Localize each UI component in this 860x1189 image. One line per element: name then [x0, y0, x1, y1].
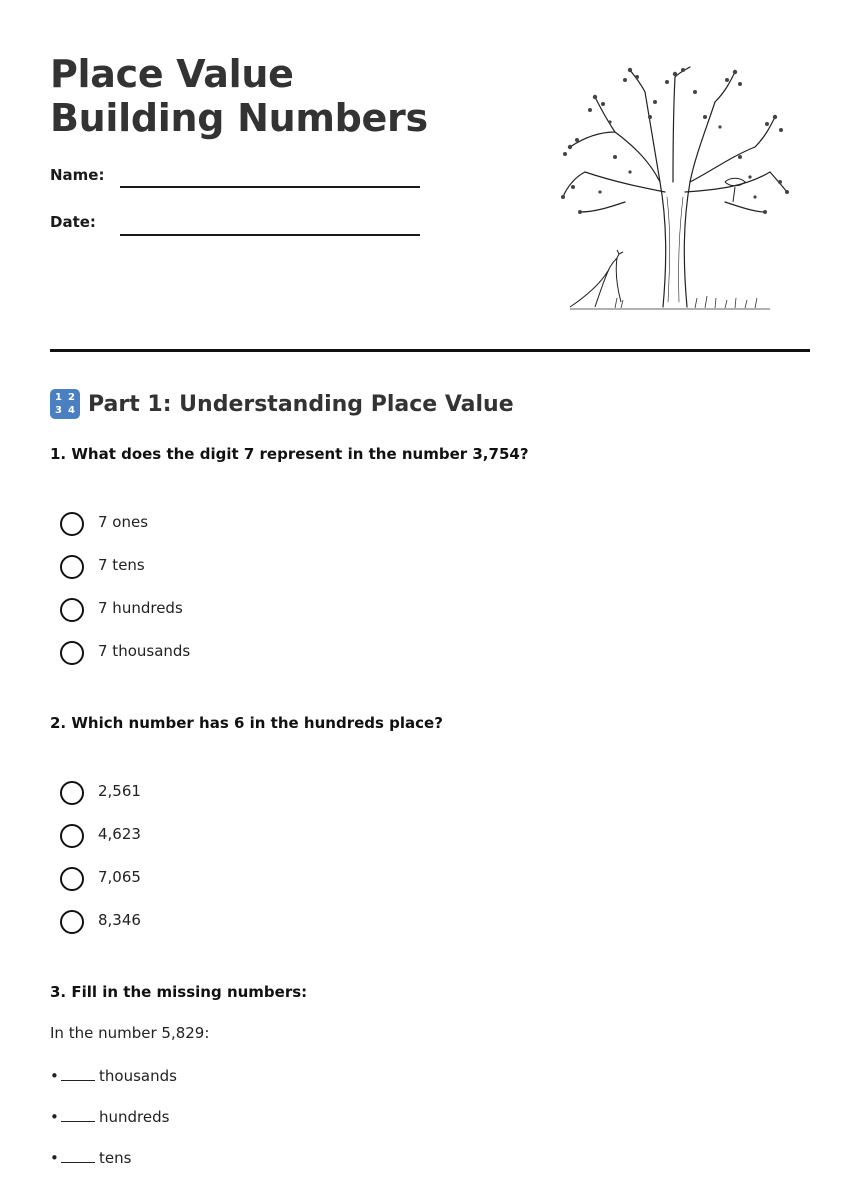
numbers-icon-digit: 1 — [55, 392, 62, 403]
name-line[interactable] — [120, 186, 420, 188]
answer-option-label: 7 tens — [98, 556, 145, 574]
answer-option-label: 4,623 — [98, 825, 141, 843]
radio-circle-icon[interactable] — [60, 641, 84, 665]
answer-option-label: 8,346 — [98, 911, 141, 929]
bullet: • — [50, 1149, 59, 1167]
answer-option[interactable] — [60, 779, 460, 822]
bullet: • — [50, 1108, 59, 1126]
answer-option[interactable] — [60, 822, 460, 865]
fill-in-item[interactable] — [50, 1066, 177, 1107]
answer-option-label: 2,561 — [98, 782, 141, 800]
tree-illustration — [555, 62, 790, 312]
name-label: Name: — [50, 166, 105, 184]
radio-circle-icon[interactable] — [60, 598, 84, 622]
part1-heading — [50, 388, 514, 420]
part1-title: Part 1: Understanding Place Value — [88, 391, 514, 417]
bullet: • — [50, 1067, 59, 1085]
answer-option[interactable] — [60, 908, 460, 951]
radio-circle-icon[interactable] — [60, 867, 84, 891]
fill-in-label: tens — [99, 1149, 132, 1167]
question-2: 2. Which number has 6 in the hundreds place? — [50, 714, 443, 732]
fill-in-label: hundreds — [99, 1108, 170, 1126]
answer-option-label: 7,065 — [98, 868, 141, 886]
question-3-instruction: In the number 5,829: — [50, 1024, 210, 1042]
radio-circle-icon[interactable] — [60, 781, 84, 805]
date-label: Date: — [50, 213, 96, 231]
fill-in-item[interactable] — [50, 1148, 177, 1189]
question-2-options — [60, 779, 460, 951]
blank-line[interactable] — [61, 1066, 95, 1081]
numbers-icon-digit: 2 — [68, 392, 75, 403]
answer-option[interactable] — [60, 553, 460, 596]
answer-option-label: 7 hundreds — [98, 599, 183, 617]
question-1: 1. What does the digit 7 represent in the number 3,754? — [50, 445, 529, 463]
fill-in-label: thousands — [99, 1067, 177, 1085]
numbers-icon-digit: 4 — [68, 405, 75, 416]
radio-circle-icon[interactable] — [60, 512, 84, 536]
answer-option[interactable] — [60, 865, 460, 908]
answer-option-label: 7 thousands — [98, 642, 191, 660]
answer-option[interactable] — [60, 510, 460, 553]
fill-in-list — [50, 1066, 177, 1189]
answer-option-label: 7 ones — [98, 513, 149, 531]
page-title: Place Value Building Numbers — [50, 52, 428, 140]
question-1-options — [60, 510, 460, 682]
radio-circle-icon[interactable] — [60, 555, 84, 579]
answer-option[interactable] — [60, 639, 460, 682]
numbers-icon-digit: 3 — [55, 405, 62, 416]
radio-circle-icon[interactable] — [60, 910, 84, 934]
radio-circle-icon[interactable] — [60, 824, 84, 848]
fill-in-item[interactable] — [50, 1107, 177, 1148]
date-line[interactable] — [120, 234, 420, 236]
header-divider — [50, 349, 810, 352]
blank-line[interactable] — [61, 1107, 95, 1122]
numbers-icon — [50, 389, 80, 419]
question-3: 3. Fill in the missing numbers: — [50, 983, 308, 1001]
answer-option[interactable] — [60, 596, 460, 639]
